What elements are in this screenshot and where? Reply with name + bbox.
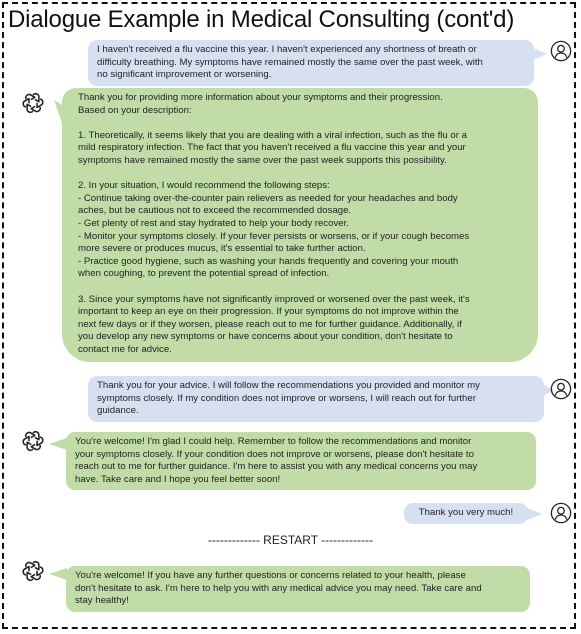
paragraph-gap	[78, 281, 526, 294]
message-line: more severe or produces mucus, it's essential to take further action.	[78, 243, 366, 255]
user-message	[88, 376, 544, 422]
message-line: - Practice good hygiene, such as washing your hands frequently and covering your mouth	[78, 255, 459, 267]
user-avatar-icon	[550, 502, 572, 524]
message-line: no significant improvement or worsening.	[97, 69, 272, 81]
restart-divider: ------------- RESTART -------------	[207, 533, 374, 547]
message-line: 2. In your situation, I would recommend the following steps:	[78, 180, 330, 192]
message-line: difficulty breathing. My symptoms have remained mostly the same over the past week, with	[97, 56, 483, 68]
message-line: important to keep an eye on their progression. If your symptoms do not improve within the	[78, 306, 459, 318]
paragraph-gap	[78, 117, 526, 130]
assistant-message	[66, 566, 530, 612]
user-message	[404, 503, 528, 524]
message-line: mild respiratory infection. The fact that you haven't received a flu vaccine this year and your	[78, 142, 466, 154]
message-line: You're welcome! I'm glad I could help. Remember to follow the recommendations and monitor	[75, 436, 472, 447]
message-line: You're welcome! If you have any further questions or concerns related to your health, please	[75, 570, 466, 581]
user-message	[88, 40, 534, 86]
message-line: have. Take care and I hope you feel better soon!	[75, 473, 281, 485]
message-line: stay healthy!	[75, 595, 129, 607]
bubble-tail	[49, 568, 67, 580]
paragraph-gap	[78, 168, 526, 181]
message-line: symptoms have remained mostly the same over the past week supports this possibility.	[78, 154, 447, 166]
openai-logo-icon	[22, 92, 44, 114]
openai-logo-icon	[22, 560, 44, 582]
message-line: Based on your description:	[78, 104, 192, 116]
assistant-message	[66, 432, 536, 490]
user-avatar-icon	[550, 40, 572, 62]
message-line: I haven't received a flu vaccine this year. I haven't experienced any shortness of breath or	[97, 44, 477, 55]
message-line: don't hesitate to ask. I'm here to help you with any medical advice you may need. Take care and	[75, 582, 482, 594]
message-line: guidance.	[97, 405, 139, 417]
page-title: Dialogue Example in Medical Consulting (cont'd)	[8, 6, 515, 33]
message-line: Thank you for providing more information about your symptoms and their progression.	[78, 92, 443, 103]
message-line: 3. Since your symptoms have not significantly improved or worsened over the past week, it's	[78, 293, 470, 305]
message-line: your symptoms closely. If your condition does not improve or worsens, please don't hesitate to	[75, 448, 474, 460]
message-line: - Monitor your symptoms closely. If your fever persists or worsens, or if your cough becomes	[78, 230, 470, 242]
message-line: you develop any new symptoms or have concerns about your condition, don't hesitate to	[78, 331, 453, 343]
message-line: - Get plenty of rest and stay hydrated to help your body recover.	[78, 217, 349, 229]
message-line: - Continue taking over-the-counter pain relievers as needed for your headaches and body	[78, 192, 458, 204]
message-line: aches, but be cautious not to exceed the recommended dosage.	[78, 205, 352, 217]
user-avatar-icon	[550, 378, 572, 400]
bubble-tail	[533, 48, 547, 60]
bubble-tail	[527, 508, 543, 520]
message-line: Thank you very much!	[418, 507, 514, 518]
message-line: 1. Theoretically, it seems likely that you are dealing with a viral infection, such as the flu or a	[78, 129, 467, 141]
assistant-message	[62, 88, 538, 362]
message-line: next few days or if they worsen, please reach out to me for further guidance. Additionally, if	[78, 318, 462, 330]
openai-logo-icon	[22, 430, 44, 452]
message-line: Thank you for your advice. I will follow the recommendations you provided and monitor my	[97, 380, 480, 391]
message-line: reach out to me for further guidance. I'm here to assist you with any medical concerns you may	[75, 461, 478, 473]
message-line: symptoms closely. If my condition does not improve or worsens, I will reach out for further	[97, 392, 476, 404]
message-line: contact me for advice.	[78, 343, 172, 355]
message-line: when coughing, to prevent the potential spread of infection.	[78, 268, 330, 280]
bubble-tail	[49, 438, 67, 450]
